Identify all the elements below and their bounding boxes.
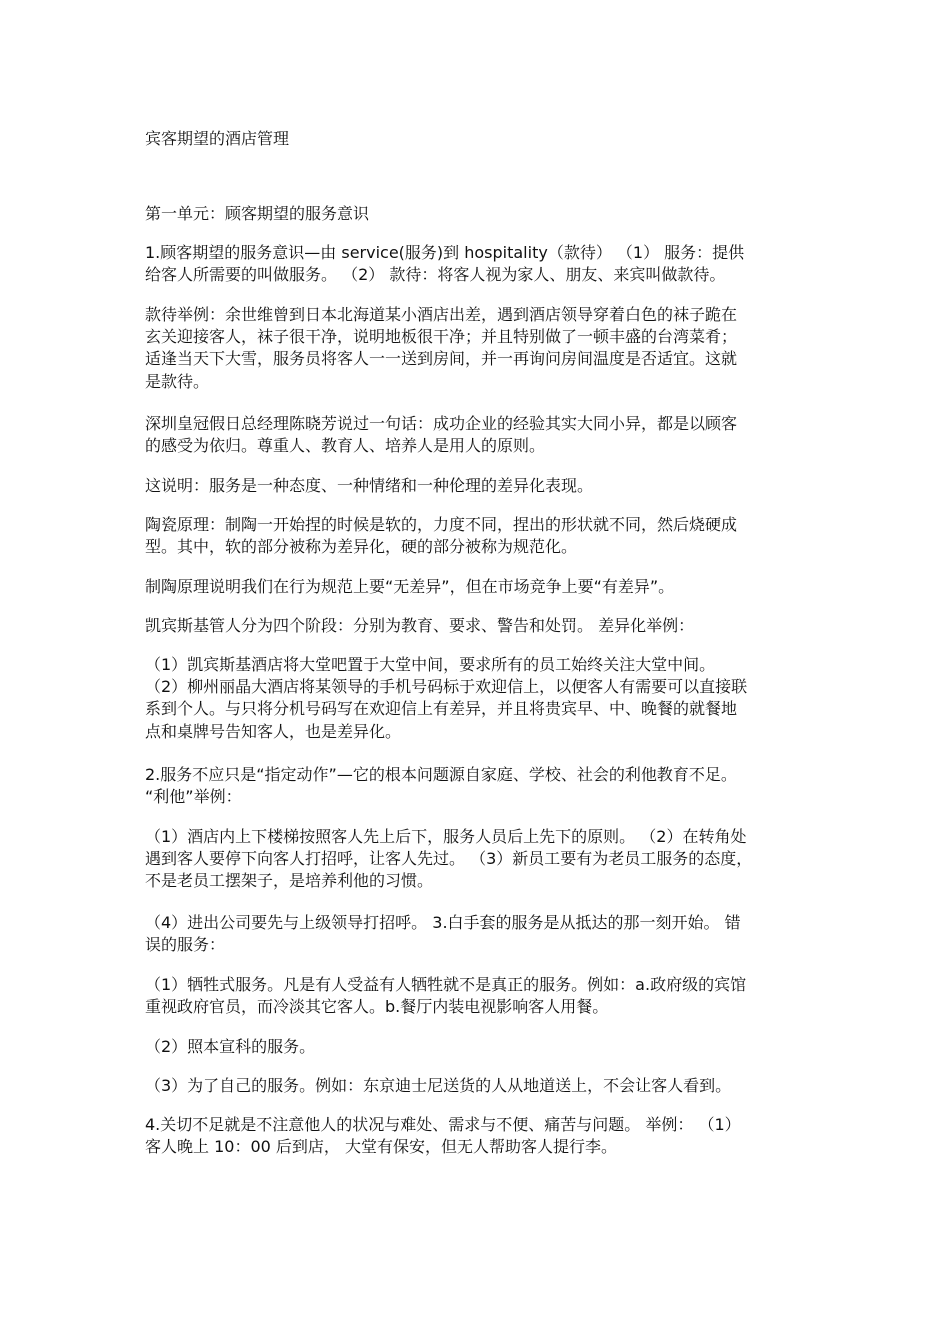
paragraph-line: （4）进出公司要先与上级领导打招呼。 3.白手套的服务是从抵达的那一刻开始。 错 [145,913,741,932]
paragraph-line: 深圳皇冠假日总经理陈晓芳说过一句话：成功企业的经验其实大同小异，都是以顾客 [145,414,738,433]
paragraph-line: 这说明：服务是一种态度、一种情绪和一种伦理的差异化表现。 [145,476,594,495]
paragraph-line: 给客人所需要的叫做服务。 （2） 款待：将客人视为家人、朋友、来宾叫做款待。 [145,265,726,285]
paragraph-line: 客人晚上 10：00 后到店， 大堂有保安，但无人帮助客人提行李。 [145,1137,617,1157]
paragraph-line: 不是老员工摆架子，是培养利他的习惯。 [145,871,434,891]
paragraph-line: 误的服务： [145,935,226,955]
paragraph-line: 款待举例：余世维曾到日本北海道某小酒店出差，遇到酒店领导穿着白色的袜子跪在 [145,305,738,324]
paragraph-line: 凯宾斯基管人分为四个阶段：分别为教育、要求、警告和处罚。 差异化举例： [145,616,695,635]
paragraph-line: 是款待。 [145,371,210,391]
paragraph [145,912,807,956]
paragraph-line: 适逢当天下大雪，服务员将客人一一送到房间，并一再询问房间温度是否适宜。这就 [145,349,738,369]
document-title: 宾客期望的酒店管理 [145,129,290,148]
paragraph [145,576,807,598]
paragraph [145,304,807,393]
paragraph-line: 的感受为依归。尊重人、教育人、培养人是用人的原则。 [145,436,546,456]
paragraph-line: 型。其中，软的部分被称为差异化，硬的部分被称为规范化。 [145,537,578,557]
paragraph-line: （1）凯宾斯基酒店将大堂吧置于大堂中间，要求所有的员工始终关注大堂中间。 [145,655,716,674]
paragraph-line: 制陶原理说明我们在行为规范上要“无差异”，但在市场竞争上要“有差异”。 [145,577,675,596]
paragraph [145,654,807,743]
paragraph [145,974,807,1018]
paragraph [145,413,807,457]
paragraph [145,764,807,808]
paragraph-line: 4.关切不足就是不注意他人的状况与难处、需求与不便、痛苦与问题。 举例： （1） [145,1115,741,1134]
paragraph [145,475,807,497]
paragraph [145,242,807,286]
paragraph-line: （2）柳州丽晶大酒店将某领导的手机号码标于欢迎信上，以便客人有需要可以直接联 [145,677,748,697]
paragraph-line: “利他”举例： [145,787,242,807]
paragraph [145,514,807,558]
paragraph-line: 遇到客人要停下向客人打招呼，让客人先过。 （3）新员工要有为老员工服务的态度， [145,849,753,869]
paragraph-line: 系到个人。与只将分机号码写在欢迎信上有差异，并且将贵宾早、中、晚餐的就餐地 [145,699,738,719]
paragraph-line: 玄关迎接客人，袜子很干净，说明地板很干净；并且特别做了一顿丰盛的台湾菜肴； [145,327,738,347]
paragraph-line: （3）为了自己的服务。例如：东京迪士尼送货的人从地道送上，不会让客人看到。 [145,1076,732,1095]
unit-heading: 第一单元：顾客期望的服务意识 [145,204,370,223]
paragraph-line: （2）照本宣科的服务。 [145,1037,316,1056]
paragraph [145,826,807,893]
paragraph-line: 2.服务不应只是“指定动作”—它的根本问题源自家庭、学校、社会的利他教育不足。 [145,765,737,784]
paragraph-line: 重视政府官员，而冷淡其它客人。b.餐厅内装电视影响客人用餐。 [145,997,609,1017]
paragraph [145,1075,807,1097]
paragraph [145,1114,807,1158]
paragraph-line: （1）酒店内上下楼梯按照客人先上后下，服务人员后上先下的原则。 （2）在转角处 [145,827,747,846]
paragraph [145,1036,807,1058]
paragraph-line: 1.顾客期望的服务意识—由 service(服务)到 hospitality（款待） （1） 服务：提供 [145,243,745,262]
paragraph-line: 陶瓷原理：制陶一开始捏的时候是软的，力度不同，捏出的形状就不同，然后烧硬成 [145,515,738,534]
paragraph [145,615,807,637]
paragraph-line: （1）牺牲式服务。凡是有人受益有人牺牲就不是真正的服务。例如：a.政府级的宾馆 [145,975,747,994]
paragraph-line: 点和桌牌号告知客人，也是差异化。 [145,721,402,741]
